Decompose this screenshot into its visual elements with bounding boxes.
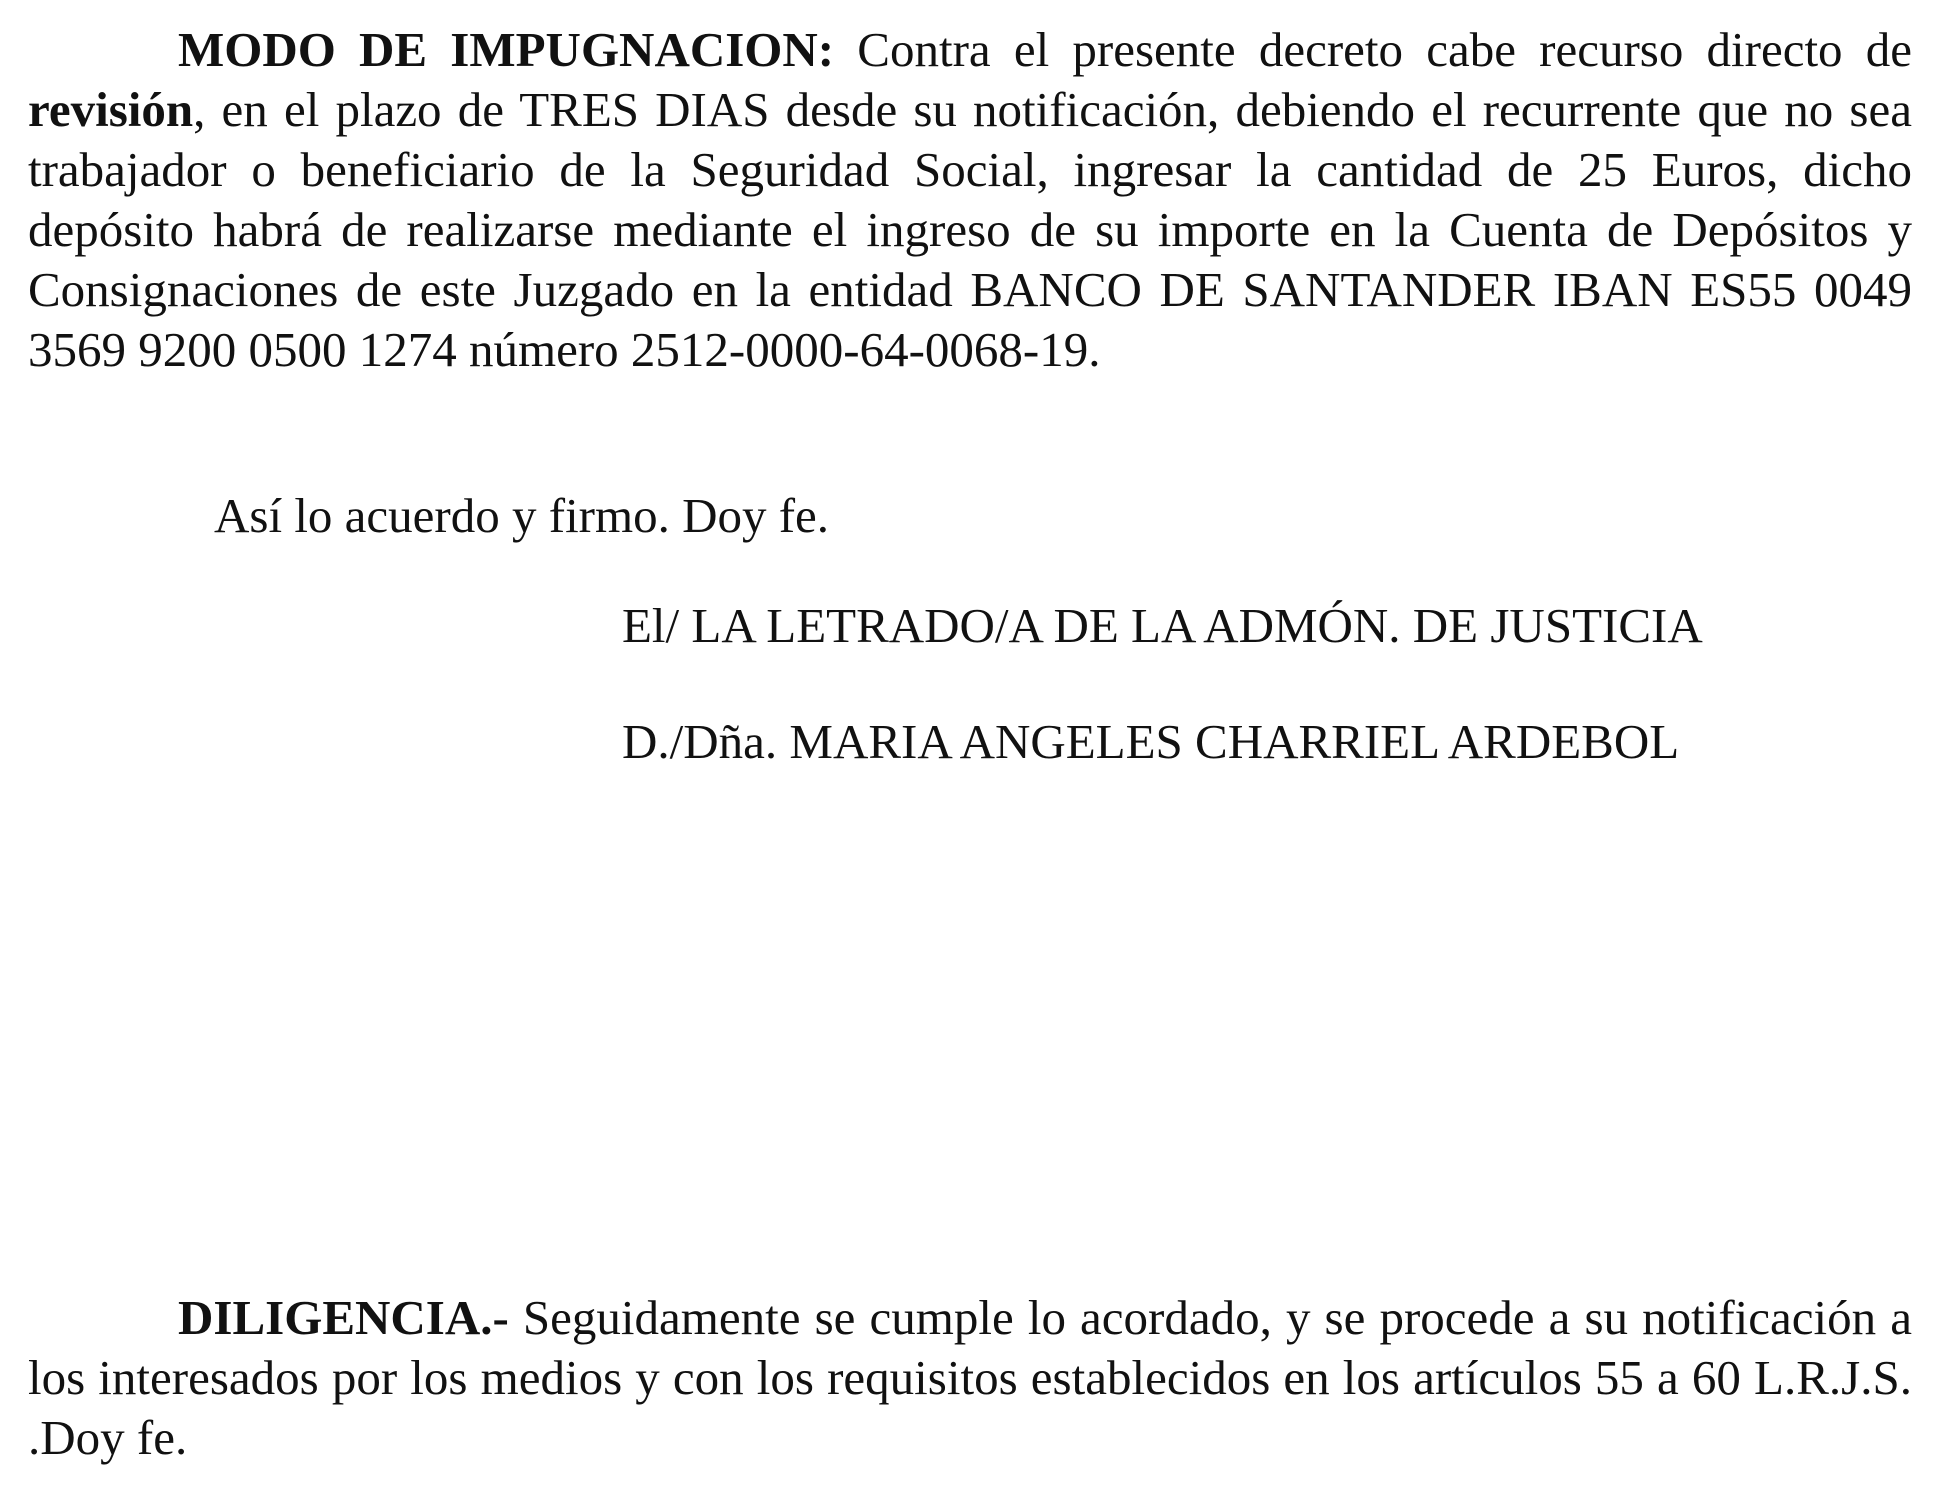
signer-name: D./Dña. MARIA ANGELES CHARRIEL ARDEBOL — [622, 714, 1680, 769]
diligence-paragraph — [28, 1288, 1912, 1468]
impugnation-text-part-1: Contra el presente decreto cabe recurso directo de — [834, 22, 1912, 77]
closing-statement: Así lo acuerdo y firmo. Doy fe. — [214, 488, 830, 543]
diligence-heading: DILIGENCIA.- — [178, 1290, 509, 1345]
diligence-text: Seguidamente se cumple lo acordado, y se procede a su notificación a los interesados por los medios y con los requisitos establecidos en los artículos 55 a 60 L.R.J.S. .Doy fe. — [28, 1290, 1912, 1465]
impugnation-heading: MODO DE IMPUGNACION: — [178, 22, 835, 77]
impugnation-text-part-2: , en el plazo de TRES DIAS desde su notificación, debiendo el recurrente que no sea trabajador o beneficiario de la Seguridad Social, ingresar la cantidad de 25 Euros, dicho depósito habrá de realizarse mediante el ingreso de su importe en la Cuenta de Depósitos y Consignaciones de este Juzgado en la entidad BANCO DE SANTANDER IBAN ES55 0049 3569 9200 0500 1274 número 2512-0000-64-0068-19. — [28, 82, 1912, 377]
impugnation-paragraph — [28, 20, 1912, 380]
signer-title: El/ LA LETRADO/A DE LA ADMÓN. DE JUSTICIA — [622, 598, 1703, 653]
impugnation-bold-word: revisión — [28, 82, 194, 137]
